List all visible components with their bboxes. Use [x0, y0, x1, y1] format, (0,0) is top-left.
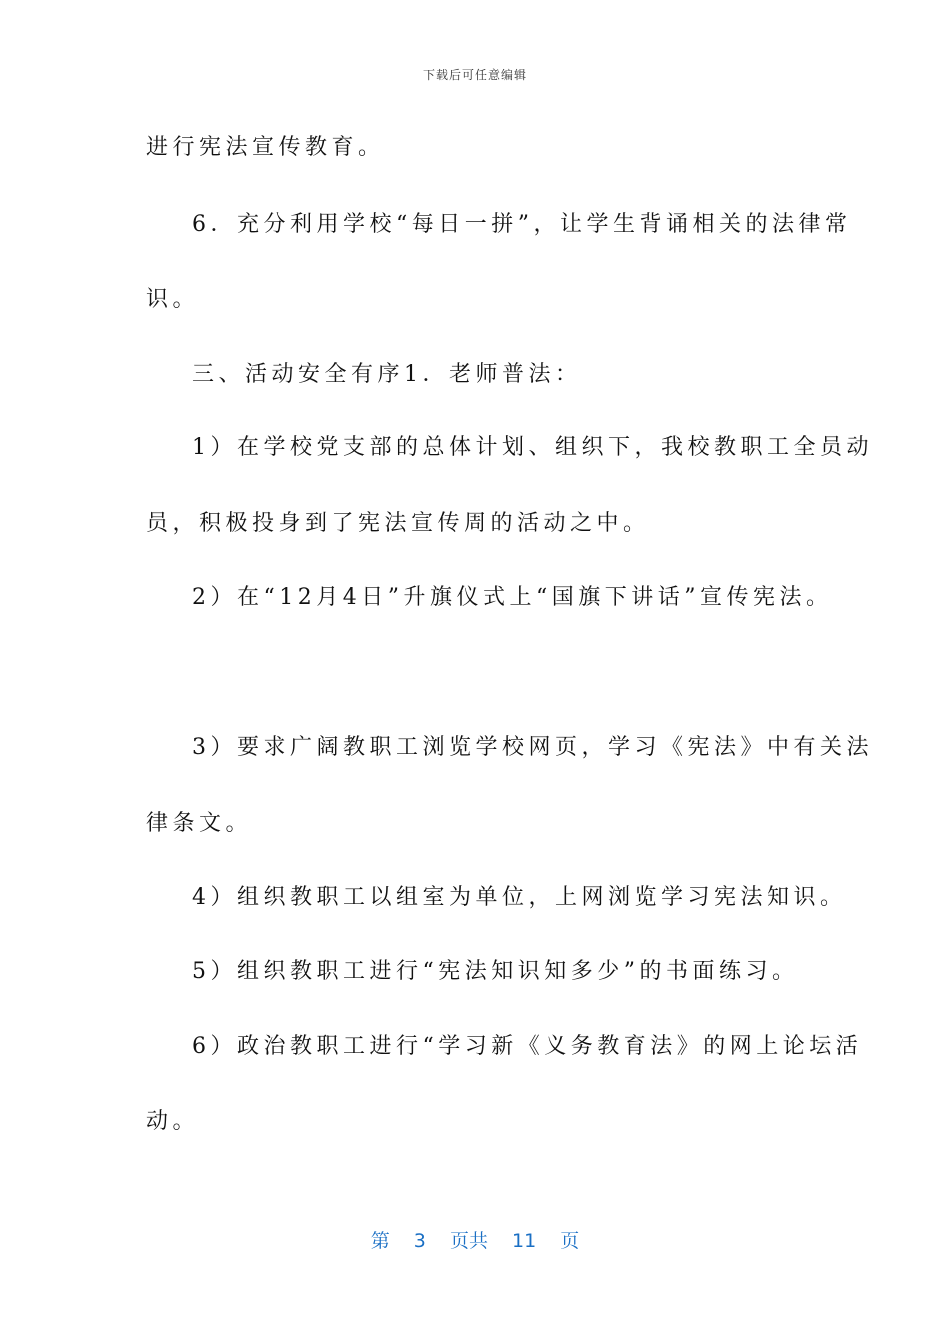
- page-mid-label: 页共: [449, 1230, 488, 1252]
- paragraph-line: 员，积极投身到了宪法宣传周的活动之中。: [146, 511, 650, 536]
- paragraph-line: 识。: [146, 287, 200, 312]
- paragraph-line: 3）要求广阔教职工浏览学校网页，学习《宪法》中有关法: [192, 735, 873, 760]
- paragraph-line: 2）在“12月4日”升旗仪式上“国旗下讲话”宣传宪法。: [192, 585, 833, 610]
- page-header: 下载后可任意编辑: [422, 68, 527, 82]
- total-pages: 11: [512, 1230, 537, 1252]
- paragraph-line: 1）在学校党支部的总体计划、组织下，我校教职工全员动: [192, 435, 873, 460]
- page-suffix: 页: [560, 1230, 580, 1252]
- paragraph-line: 5）组织教职工进行“宪法知识知多少”的书面练习。: [192, 959, 799, 984]
- paragraph-line: 进行宪法宣传教育。: [146, 135, 385, 160]
- paragraph-line: 动。: [146, 1109, 200, 1134]
- paragraph-line: 4）组织教职工以组室为单位，上网浏览学习宪法知识。: [192, 885, 847, 910]
- section-heading: 三、活动安全有序1．老师普法：: [192, 362, 582, 387]
- paragraph-line: 6．充分利用学校“每日一拼”，让学生背诵相关的法律常: [192, 212, 852, 237]
- page-footer: [0, 1226, 950, 1253]
- page-number: 3: [413, 1230, 426, 1252]
- paragraph-line: 律条文。: [146, 811, 253, 836]
- paragraph-line: 6）政治教职工进行“学习新《义务教育法》的网上论坛活: [192, 1034, 863, 1059]
- page-label: 第: [370, 1230, 390, 1252]
